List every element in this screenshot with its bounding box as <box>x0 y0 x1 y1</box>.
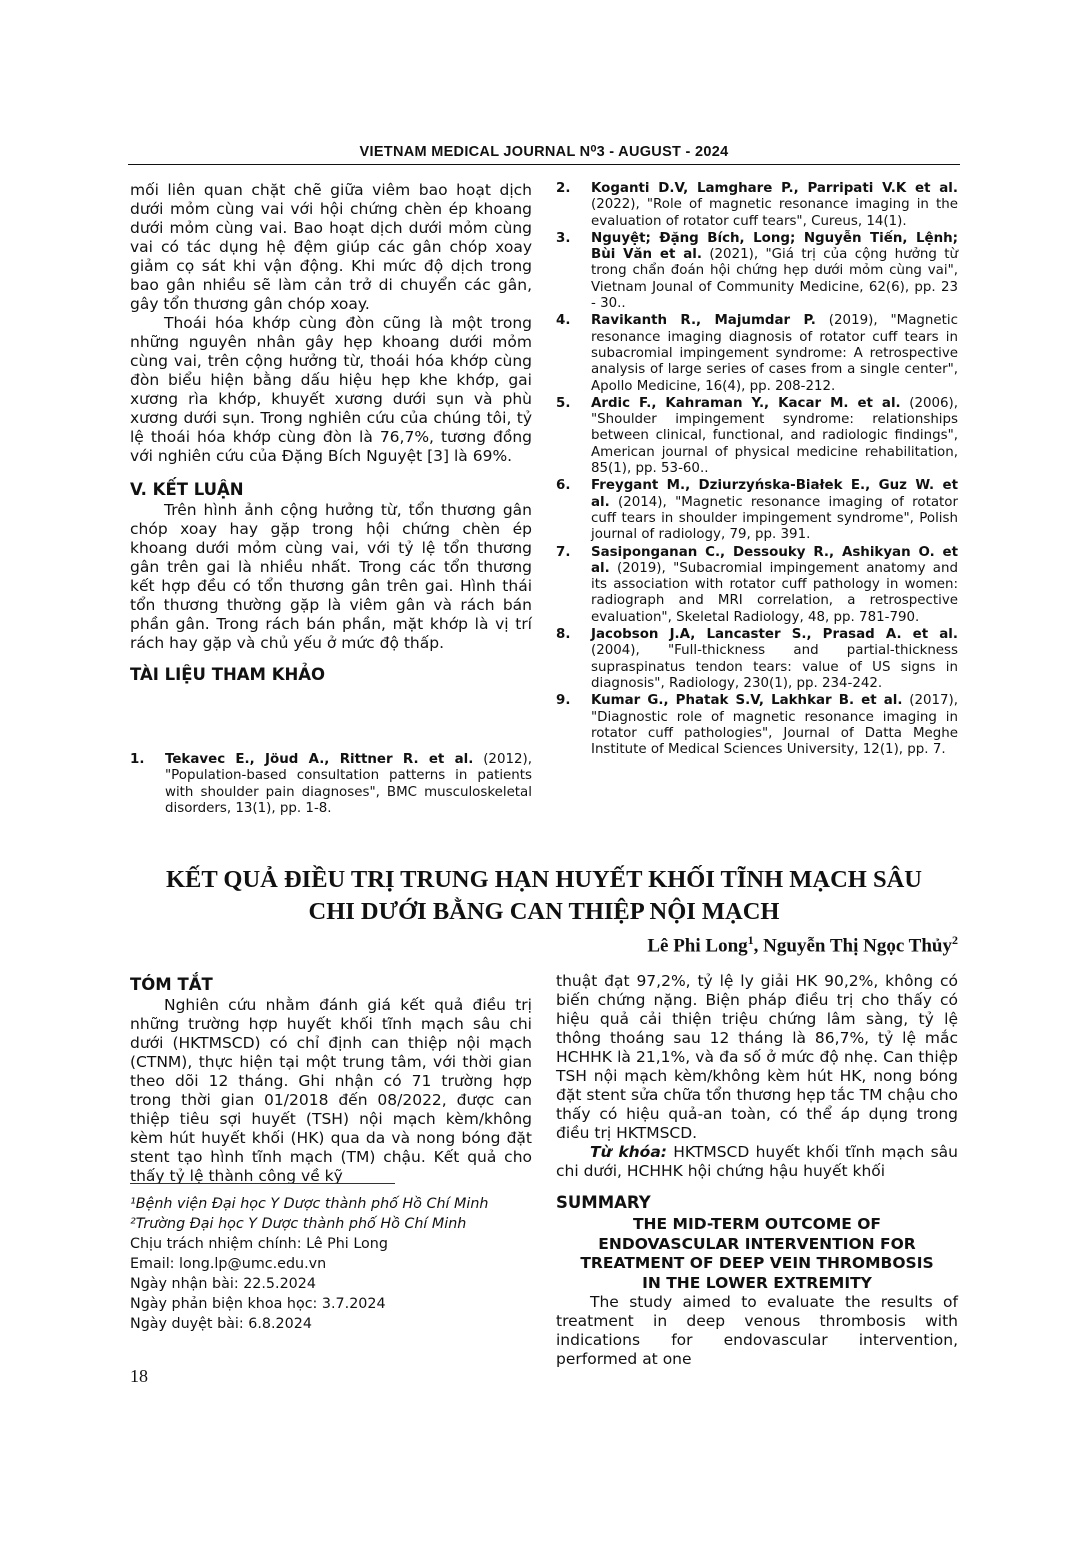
article-title-line-2: CHI DƯỚI BẰNG CAN THIỆP NỘI MẠCH <box>308 898 780 925</box>
abstract-continuation: thuật đạt 97,2%, tỷ lệ ly giải HK 90,2%, không có biến chứng nặng. Biện pháp điều trị cho thấy có hiệu quả cải thiện triệu chứng lâm sàng, tỷ lệ thông thoáng sau 12 tháng là 86,7%, tỷ lệ mắc HCHHK là 21,1%, và đa số ở mức độ nhẹ. Can thiệp TSH nội mạch kèm/không kèm hút HK, nong bóng đặt stent sửa chữa tổn thương hẹp tắc TM chậu cho thấy có hiệu quả-an toàn, có thể áp dụng trong điều trị HKTMSCD. <box>556 972 958 1142</box>
keywords: Từ khóa: HKTMSCD huyết khối tĩnh mạch sâu chi dưới, HCHHK hội chứng hậu huyết khối <box>556 1143 959 1180</box>
date-received: Ngày nhận bài: 22.5.2024 <box>130 1276 316 1292</box>
article-title <box>128 864 960 928</box>
affiliation-2: ²Trường Đại học Y Dược thành phố Hồ Chí Minh <box>130 1216 467 1232</box>
reference-item: 1. Tekavec E., Jöud A., Rittner R. et al. (2012), "Population-based consultation patterns in patients with shoulder pain diagnoses", BMC musculoskeletal disorders, 13(1), pp. 1-8. <box>130 752 532 816</box>
footnotes <box>130 1194 530 1334</box>
abstract-paragraph: Nghiên cứu nhằm đánh giá kết quả điều trị những trường hợp huyết khối tĩnh mạch sâu chi dưới (HKTMSCD) có chỉ định can thiệp nội mạch (CTNM), thực hiện tại một trung tâm, với thời gian theo dõi 12 tháng. Ghi nhận có 71 trường hợp trong thời gian 01/2018 đến 08/2022, được can thiệp tiêu sợi huyết (TSH) nội mạch kèm/không kèm hút huyết khối (HK) qua da và nong bóng đặt stent tạo hình tĩnh mạch (TM) chậu. Kết quả cho thấy tỷ lệ thành công về kỹ <box>130 996 532 1185</box>
reference-item: 4. Ravikanth R., Majumdar P. (2019), "Magnetic resonance imaging diagnosis of rotator cuff tears in subacromial impingement syndrome: A retrospective analysis of large series of cases from a single center", Apollo Medicine, 16(4), pp. 208-212. <box>556 313 958 394</box>
article-title-line-1: KẾT QUẢ ĐIỀU TRỊ TRUNG HẠN HUYẾT KHỐI TĨNH MẠCH SÂU <box>165 866 922 893</box>
footnote-rule <box>130 1183 395 1184</box>
reference-list-right <box>556 181 958 759</box>
date-reviewed: Ngày phản biện khoa học: 3.7.2024 <box>130 1296 386 1312</box>
author-2: Nguyễn Thị Ngọc Thủy <box>763 935 952 957</box>
article-authors: Lê Phi Long$^1$, Nguyễn Thị Ngọc Thủy$^2$ <box>647 933 958 957</box>
reference-item: 9. Kumar G., Phatak S.V, Lakhkar B. et al. (2017), "Diagnostic role of magnetic resonance imaging in rotator cuff pathologies", Journal of Datta Meghe Institute of Medical Sciences University, 12(1), pp. 7. <box>556 693 958 758</box>
reference-item: 5. Ardic F., Kahraman Y., Kacar M. et al. (2006), "Shoulder impingement syndrome: relationships between clinical, functional, and radiologic findings", American journal of physical medicine rehabilitation, 85(1), pp. 53-60.. <box>556 395 958 477</box>
journal-header: VIETNAM MEDICAL JOURNAL N⁰3 - AUGUST - 2024 <box>359 144 729 160</box>
references-heading: TÀI LIỆU THAM KHẢO <box>130 665 326 684</box>
summary-title-line-2: ENDOVASCULAR INTERVENTION FOR <box>598 1234 916 1253</box>
summary-paragraph: The study aimed to evaluate the results of treatment in deep venous thrombosis with indications for endovascular intervention, performed at one <box>556 1293 958 1368</box>
reference-item: 3. Nguyệt; Đặng Bích, Long; Nguyễn Tiến, Lệnh; Bùi Văn et al. (2021), "Giá trị của cộng hưởng từ trong chẩn đoán hội chứng hẹp dưới mỏm cùng vai", Vietnam Jounal of Community Medicine, 62(6), pp. 23 - 30.. <box>556 230 958 312</box>
conclusion-paragraph: Trên hình ảnh cộng hưởng từ, tổn thương gân chóp xoay hay gặp trong hội chứng chèn ép khoang dưới mỏm cùng vai, với tỷ lệ tổn thương gân trên gai là nhiều nhất. Trong các tổn thương kết hợp đều có tổn thương gân trên gai. Hình thái tổn thương thường gặp là viêm gân và rách bán phần gân. Trong rách bán phần, mặt khớp là vị trí rách hay gặp và chủ yếu ở mức độ thấp. <box>130 501 532 652</box>
corresponding-author: Chịu trách nhiệm chính: Lê Phi Long <box>130 1236 388 1252</box>
discussion-paragraph-2: Thoái hóa khớp cùng đòn cũng là một trong những nguyên nhân gây hẹp khoang dưới mỏm cùng vai, trên cộng hưởng từ, thoái hóa khớp cùng đòn biểu hiện bằng dấu hiệu hẹp khe khớp, gai xương rìa khớp, khuyết xương dưới sụn và phù xương dưới sụn. Trong nghiên cứu của chúng tôi, tỷ lệ thoái hóa khớp cùng đòn là 76,7%, tương đồng với nghiên cứu của Đặng Bích Nguyệt [3] là 69%. <box>130 314 532 465</box>
reference-item: 2. Koganti D.V, Lamghare P., Parripati V.K et al. (2022), "Role of magnetic resonance imaging in the evaluation of rotator cuff tears", Cureus, 14(1). <box>556 181 958 229</box>
abstract-left <box>130 975 532 1186</box>
abstract-heading: TÓM TẮT <box>130 975 213 994</box>
discussion-paragraph-1: mối liên quan chặt chẽ giữa viêm bao hoạt dịch dưới mỏm cùng vai với hội chứng chèn ép khoang dưới mỏm cùng vai. Bao hoạt dịch dưới mỏm cùng vai có tác dụng hệ đệm giúp các gân chóp xoay giảm cọ sát khi vận động. Khi mức độ dịch trong bao gân nhiều sẽ làm cản trở di chuyển các gân, gây tổn thương gân chóp xoay. <box>130 181 532 313</box>
summary-title-line-4: IN THE LOWER EXTREMITY <box>642 1273 872 1292</box>
email: Email: long.lp@umc.edu.vn <box>130 1256 327 1272</box>
reference-list-left <box>130 752 532 818</box>
reference-item: 7. Sasiponganan C., Dessouky R., Ashikyan O. et al. (2019), "Subacromial impingement anatomy and its association with rotator cuff pathology in women: radiograph and MRI correlation, a retrospective evaluation", Skeletal Radiology, 48, pp. 781-790. <box>556 544 958 625</box>
conclusion-heading: V. KẾT LUẬN <box>130 480 244 499</box>
summary-title-line-1: THE MID-TERM OUTCOME OF <box>632 1215 881 1233</box>
affiliation-1: ¹Bệnh viện Đại học Y Dược thành phố Hồ Chí Minh <box>130 1196 489 1212</box>
header-rule <box>128 164 960 165</box>
reference-item: 8. Jacobson J.A, Lancaster S., Prasad A. et al. (2004), "Full-thickness and partial-thickness supraspinatus tendon tears: value of US signs in diagnosis", Radiology, 230(1), pp. 234-242. <box>556 627 958 691</box>
reference-item: 6. Freygant M., Dziurzyńska-Białek E., Guz W. et al. (2014), "Magnetic resonance imaging of rotator cuff tears in shoulder impingement syndrome", Polish journal of radiology, 79, pp. 391. <box>556 478 958 543</box>
summary-title-line-3: TREATMENT OF DEEP VEIN THROMBOSIS <box>580 1254 934 1272</box>
date-approved: Ngày duyệt bài: 6.8.2024 <box>130 1316 312 1332</box>
page-number: 18 <box>130 1366 148 1386</box>
summary-heading: SUMMARY <box>556 1193 651 1212</box>
left-column-top <box>130 181 532 684</box>
author-1: Lê Phi Long <box>647 935 748 957</box>
abstract-right <box>556 972 958 1369</box>
